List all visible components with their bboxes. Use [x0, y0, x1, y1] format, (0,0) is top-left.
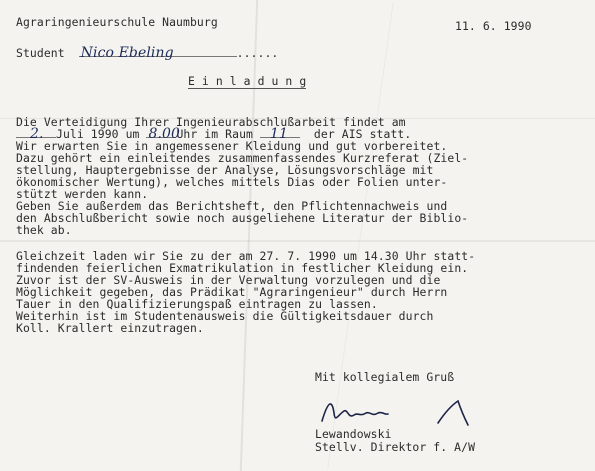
body-line: Tauer in den Qualifizierungspaß eintragen zu lassen.	[16, 297, 378, 311]
body-line: Koll. Krallert einzutragen.	[16, 321, 204, 335]
signer-role: Stellv. Direktor f. A/W	[315, 440, 476, 454]
room-value: 11	[269, 126, 288, 142]
body-line: Die Verteidigung Ihrer Ingenieurabschlußarbeit findet am	[16, 115, 406, 129]
room-field	[260, 126, 300, 142]
body-line: Zuvor ist der SV-Ausweis in der Verwaltung vorzulegen und die	[16, 273, 441, 287]
body-line: stellung, Hauptergebnisse der Analyse, Lösungsvorschläge mit	[16, 163, 434, 177]
paper-crease	[0, 240, 595, 242]
day-value: 2.	[30, 126, 44, 142]
signer-name: Lewandowski	[315, 427, 392, 441]
body-line: Geben Sie außerdem das Berichtsheft, den Pflichtennachweis und	[16, 199, 448, 213]
body-line: Wir erwarten Sie in angemessener Kleidung und gut vorbereitet.	[16, 139, 448, 153]
body-line: stützt werden kann.	[16, 187, 149, 201]
paper-crease	[240, 0, 258, 471]
school-name: Agraringenieurschule Naumburg	[16, 15, 218, 29]
time-field	[146, 126, 181, 142]
student-name-field	[79, 45, 237, 61]
body-line: Dazu gehört ein einleitendes zusammenfassendes Kurzreferat (Ziel-	[16, 151, 469, 165]
body-text: Juli 1990 um	[56, 127, 140, 141]
letter-date: 11. 6. 1990	[455, 19, 532, 33]
body-line: den Abschlußbericht sowie noch ausgeliehene Literatur der Biblio-	[16, 211, 469, 225]
student-dots: ......	[236, 46, 279, 60]
closing-greeting: Mit kollegialem Gruß	[315, 370, 455, 384]
body-line: findenden feierlichen Exmatrikulation in festlicher Kleidung ein.	[16, 261, 469, 275]
student-name: Nico Ebeling	[80, 45, 174, 61]
body-text: der AIS statt.	[313, 127, 412, 141]
day-field	[16, 126, 56, 142]
body-line: Gleichzeit laden wir Sie zu der am 27. 7. 1990 um 14.30 Uhr statt-	[16, 249, 476, 263]
body-text: Uhr im Raum	[176, 127, 254, 141]
student-label: Student	[16, 46, 65, 60]
time-value: 8.00	[148, 126, 181, 142]
body-line: thek ab.	[16, 223, 72, 237]
body-line: ökonomischer Wertung), welches mittels Dias oder Folien unter-	[16, 175, 448, 189]
body-line: Weiterhin ist im Studentenausweis die Gültigkeitsdauer durch	[16, 309, 434, 323]
body-line: Möglichkeit gegeben, das Prädikat "Agraringenieur" durch Herrn	[16, 285, 448, 299]
student-line	[16, 47, 278, 59]
letter-title: E i n l a d u n g	[188, 74, 307, 88]
